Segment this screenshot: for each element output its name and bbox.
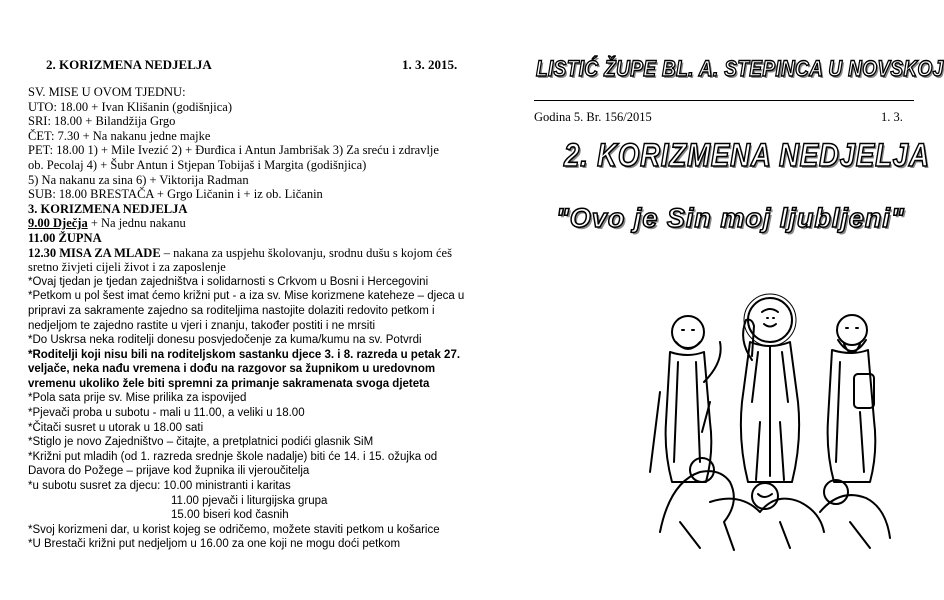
left-page	[28, 57, 473, 552]
youth-mass-cont: sretno živjeti cijeli život i za zaposlenje	[28, 260, 226, 275]
issue-number: Godina 5. Br. 156/2015	[534, 110, 652, 124]
childrens-mass	[28, 216, 473, 231]
announcement: *Do Uskrsa neka roditelji donesu posvjedočenje za kuma/kumu na sv. Potvrdi	[28, 334, 422, 347]
issue-date: 1. 3.	[881, 110, 903, 124]
youth-mass-label: 12.30 MISA ZA MLADE	[28, 245, 161, 260]
mass-tuesday: UTO: 18.00 + Ivan Klišanin (godišnjica)	[28, 99, 233, 114]
masthead-divider	[534, 100, 914, 101]
announcement: Davora do Požege – prijave kod župnika ili vjeroučitelja	[28, 465, 310, 478]
elijah-figure	[828, 315, 876, 482]
gospel-quote: "Ovo je Sin moj ljubljeni"	[556, 203, 905, 233]
transfiguration-illustration	[640, 282, 900, 552]
announcement: nedjeljom te zajedno rastite u vjeri i znanju, također postiti i ne mrsiti	[28, 319, 376, 332]
cover-title: 2. KORIZMENA NEDJELJA	[564, 137, 930, 173]
announcement: *Križni put mladih (od 1. razreda srednje škole nadalje) biti će 14. i 15. ožujka od	[28, 450, 438, 463]
page-header	[28, 57, 473, 77]
announcement-bold: *Roditelji koji nisu bili na roditeljskom sastanku djece 3. i 8. razreda u petak 27.	[28, 348, 461, 361]
announcement-bold: veljače, neka nađu vremena i dođu na razgovor sa župnikom u uredovnom	[28, 363, 436, 376]
childrens-mass-intention: + Na jednu nakanu	[90, 216, 186, 231]
announcement: *Svoj korizmeni dar, u korist kojeg se odričemo, možete staviti petkom u košarice	[28, 523, 440, 536]
announcement: *Stiglo je novo Zajedništvo – čitajte, a pretplatnici podići glasnik SiM	[28, 436, 374, 449]
youth-mass-intention: – nakana za uspjehu školovanju, srodnu dušu s kojom ćeš	[163, 245, 452, 260]
mass-wednesday: SRI: 18.00 + Bilandžija Grgo	[28, 114, 176, 129]
mass-schedule-heading: SV. MISE U OVOM TJEDNU:	[28, 85, 186, 99]
mass-friday-cont: ob. Pecolaj 4) + Šubr Antun i Stjepan Tobijaš i Margita (godišnjica)	[28, 157, 367, 172]
header-date: 1. 3. 2015.	[402, 57, 458, 72]
bulletin-masthead: LISTIĆ ŽUPE BL. A. STEPINCA U NOVSKOJ	[536, 56, 944, 81]
announcement: *Pjevači proba u subotu - mali u 11.00, a veliki u 18.00	[28, 407, 305, 420]
announcement: *Petkom u pol šest imat ćemo križni put - a iza sv. Mise korizmene kateheze – djeca u	[28, 290, 465, 303]
announcement: *u subotu susret za djecu: 10.00 ministranti i karitas	[28, 480, 291, 493]
announcement-indent: 11.00 pjevači i liturgijska grupa	[171, 494, 328, 507]
announcement-bold: vremenu ukoliko žele biti spremni za primanje sakramenata svoga djeteta	[28, 377, 430, 390]
announcement-indent: 15.00 biseri kod časnih	[171, 509, 289, 522]
announcement: *Čitači susret u utorak u 18.00 sati	[28, 421, 204, 434]
header-title: 2. KORIZMENA NEDJELJA	[46, 57, 212, 72]
announcement: pripravi za sakramente zajedno sa roditeljima nastojite dolaziti redovito petkom i	[28, 304, 435, 317]
youth-mass	[28, 246, 473, 261]
childrens-mass-time: 9.00 Dječja	[28, 216, 88, 231]
mass-saturday: SUB: 18.00 BRESTAČA + Grgo Ličanin i + iz ob. Ličanin	[28, 187, 323, 202]
mass-friday-cont: 5) Na nakanu za sina 6) + Viktorija Radman	[28, 172, 249, 187]
moses-figure	[650, 316, 721, 482]
parish-mass: 11.00 ŽUPNA	[28, 230, 102, 245]
announcement: *Ovaj tjedan je tjedan zajedništva i solidarnosti s Crkvom u Bosni i Hercegovini	[28, 275, 429, 288]
mass-thursday: ČET: 7.30 + Na nakanu jedne majke	[28, 128, 211, 143]
disciples-group	[660, 458, 890, 550]
announcement: *U Brestači križni put nedjeljom u 16.00 za one koji ne mogu doći petkom	[28, 538, 401, 551]
mass-friday: PET: 18.00 1) + Mile Ivezić 2) + Đurđica i Antun Jambrišak 3) Za sreću i zdravlje	[28, 143, 439, 158]
right-page	[530, 0, 944, 600]
next-sunday-heading: 3. KORIZMENA NEDJELJA	[28, 201, 188, 216]
christ-figure	[741, 294, 799, 482]
announcement: *Pola sata prije sv. Mise prilika za ispovijed	[28, 392, 247, 405]
